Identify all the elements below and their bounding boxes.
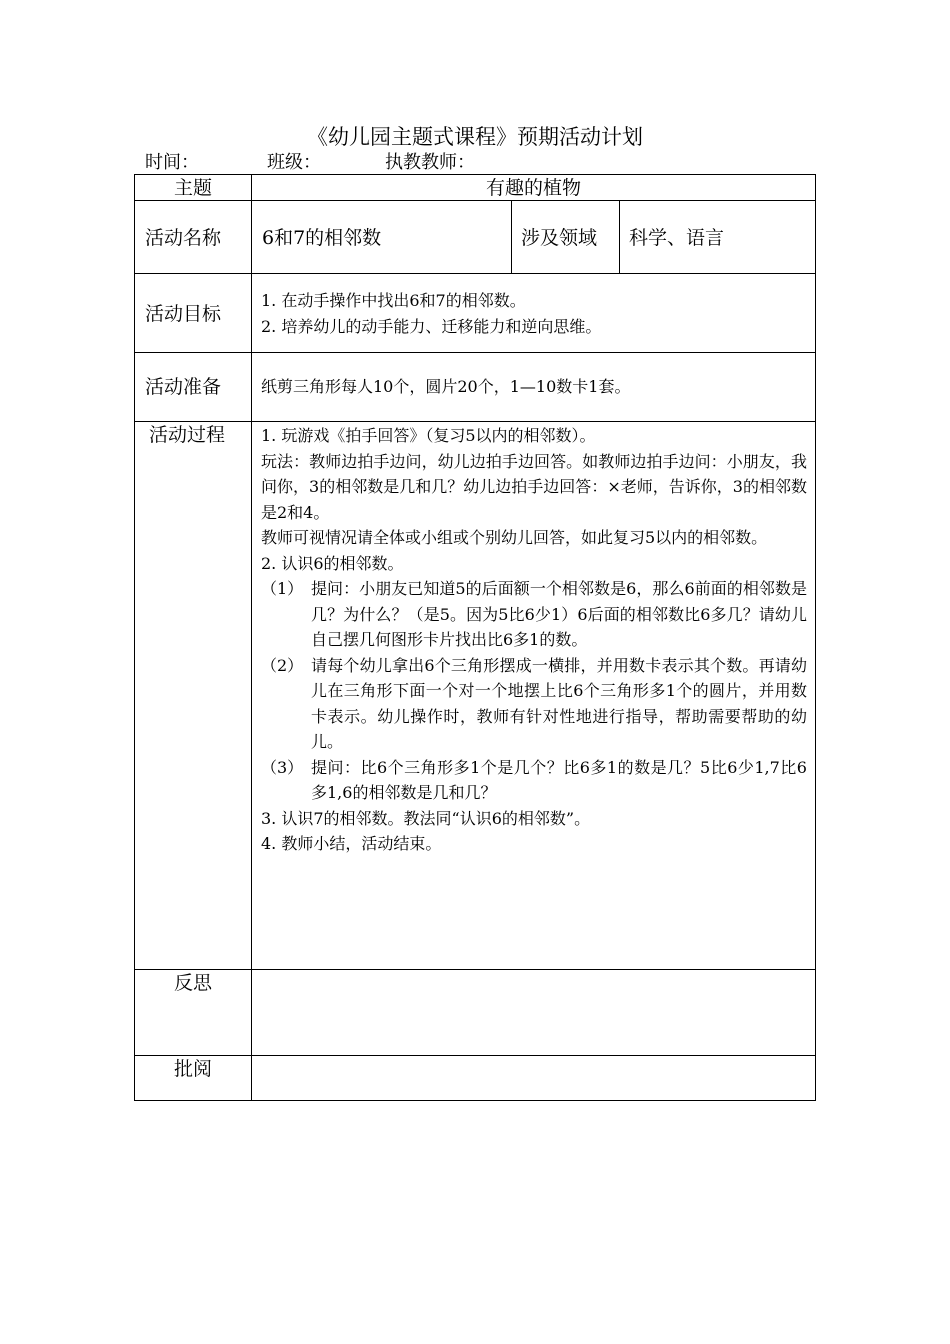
process-step: 4. 教师小结，活动结束。 xyxy=(261,834,442,853)
subitem-text: 提问：比6个三角形多1个是几个？比6多1的数是几？5比6少1,7比6多1,6的相邻数是几和几？ xyxy=(311,757,807,802)
process-subitem xyxy=(261,755,807,806)
process-note: 教师可视情况请全体或小组或个别幼儿回答，如此复习5以内的相邻数。 xyxy=(261,528,768,547)
activity-name-value: 6和7的相邻数 xyxy=(262,227,382,249)
goal-item: 1. 在动手操作中找出6和7的相邻数。 xyxy=(261,291,526,310)
subitem-marker: （2） xyxy=(261,655,304,675)
row-divider xyxy=(135,421,815,422)
subitem-marker: （3） xyxy=(261,757,304,777)
meta-line xyxy=(145,151,475,175)
process-step: 1. 玩游戏《拍手回答》（复习5以内的相邻数）。 xyxy=(261,426,596,445)
activity-name-label: 活动名称 xyxy=(145,227,222,249)
row-divider xyxy=(135,352,815,353)
page-title: 《幼儿园主题式课程》预期活动计划 xyxy=(307,125,643,149)
process-step: 3. 认识7的相邻数。教法同“认识6的相邻数”。 xyxy=(261,808,591,828)
process-body xyxy=(261,423,807,857)
theme-label: 主题 xyxy=(173,177,212,199)
subitem-text: 提问：小朋友已知道5的后面额一个相邻数是6，那么6前面的相邻数是几？为什么？（是5。因为5比6少1）6后面的相邻数比6多几？请幼儿自己摆几何图形卡片找出比6多1的数。 xyxy=(311,579,807,649)
domain-label: 涉及领域 xyxy=(521,227,598,249)
col-divider xyxy=(619,200,620,273)
theme-value: 有趣的植物 xyxy=(485,177,581,199)
teacher-label: 执教教师： xyxy=(385,152,475,173)
time-label: 时间： xyxy=(145,152,199,173)
process-subitem xyxy=(261,653,807,755)
reflection-label: 反思 xyxy=(173,972,212,994)
goals-label: 活动目标 xyxy=(145,303,222,325)
subitem-text: 请每个幼儿拿出6个三角形摆成一横排，并用数卡表示其个数。再请幼儿在三角形下面一个对一个地摆上比6个三角形多1个的圆片，并用数卡表示。幼儿操作时，教师有针对性地进行指导，帮助需要帮助的幼儿。 xyxy=(311,655,807,751)
review-label: 批阅 xyxy=(173,1058,212,1080)
plan-table xyxy=(134,174,816,1101)
row-divider xyxy=(135,273,815,274)
subitem-marker: （1） xyxy=(261,579,304,598)
prep-value: 纸剪三角形每人10个，圆片20个，1—10数卡1套。 xyxy=(261,377,631,396)
goals-list xyxy=(261,288,806,339)
process-rule: 玩法：教师边拍手边问，幼儿边拍手边回答。如教师边拍手边问：小朋友，我问你，3的相邻数是几和几？幼儿边拍手边回答：×老师，告诉你，3的相邻数是2和4。 xyxy=(261,451,807,522)
goal-item: 2. 培养幼儿的动手能力、迁移能力和逆向思维。 xyxy=(261,316,602,336)
process-subitem xyxy=(261,576,807,653)
col-divider xyxy=(251,175,252,1100)
process-label: 活动过程 xyxy=(149,424,226,446)
col-divider xyxy=(511,200,512,273)
class-label: 班级： xyxy=(267,152,321,173)
prep-label: 活动准备 xyxy=(145,376,222,398)
domain-value: 科学、语言 xyxy=(629,227,725,249)
process-step: 2. 认识6的相邻数。 xyxy=(261,553,404,573)
